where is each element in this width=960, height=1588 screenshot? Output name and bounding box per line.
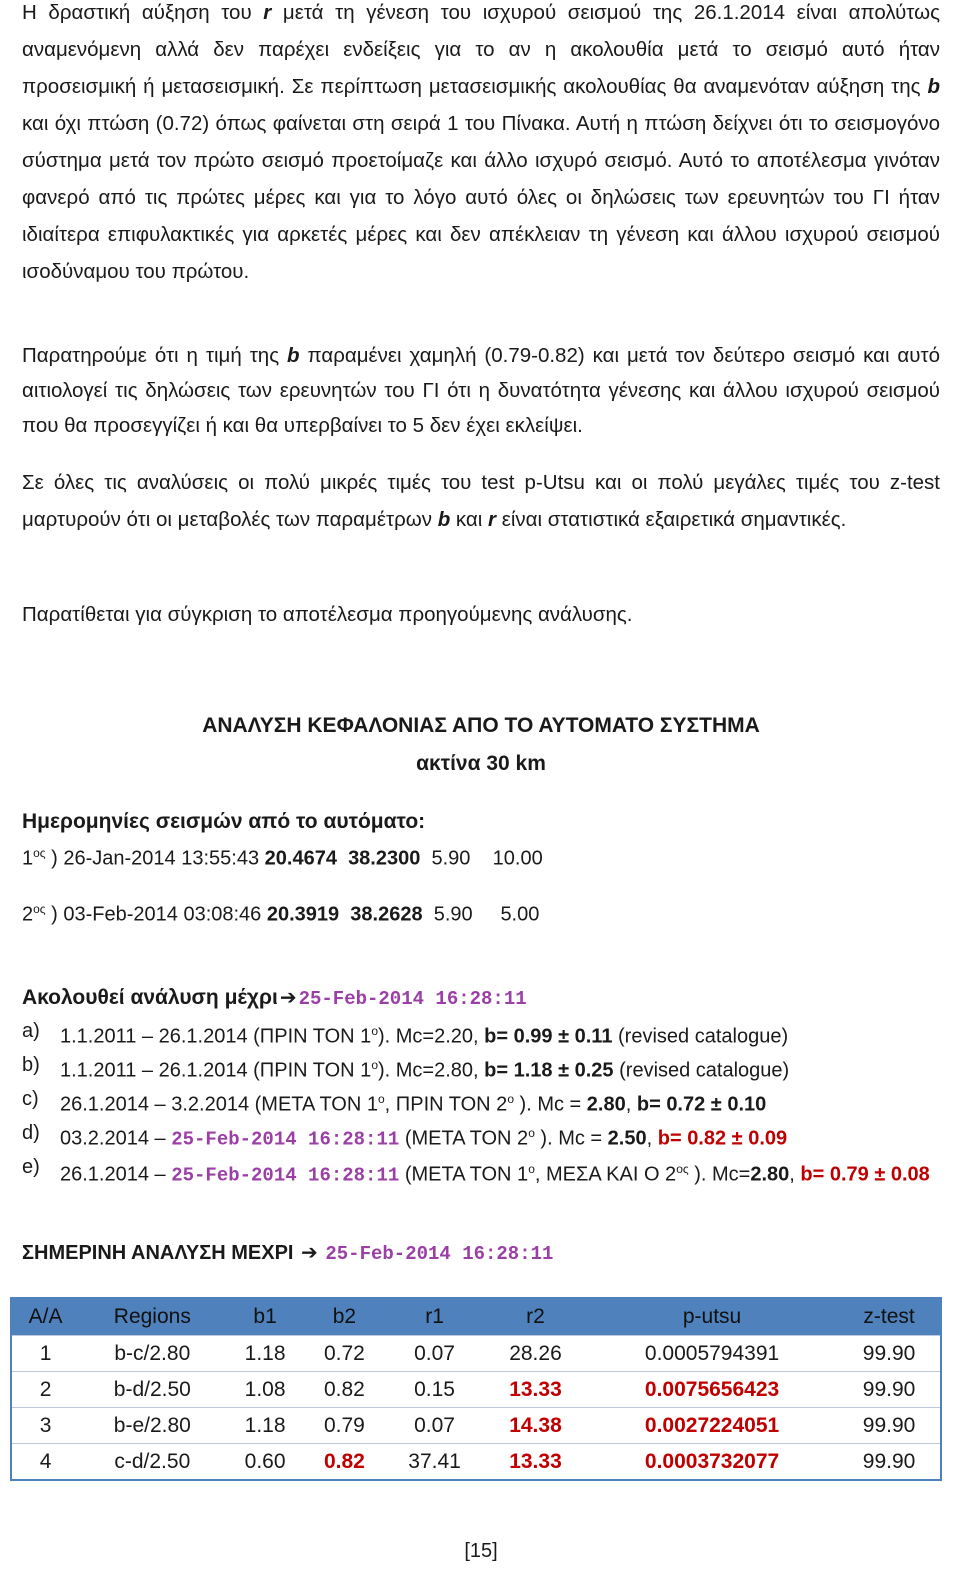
text-run: ). Mc= (688, 1163, 751, 1186)
text-run: , (646, 1127, 658, 1150)
text-run: ). Mc = (514, 1093, 587, 1116)
ordinal-suffix: ος (33, 846, 46, 860)
table-cell: 0.0003732077 (586, 1444, 838, 1481)
table-row (11, 1444, 941, 1481)
table-cell: 0.0027224051 (586, 1408, 838, 1444)
table-cell: b-c/2.80 (79, 1336, 225, 1372)
earthquake-1 (22, 846, 543, 871)
text-run: Σε όλες τις αναλύσεις οι πολύ μικρές τιμές του test p-Utsu και οι πολύ μεγάλες τιμές του z-test μαρτυρούν ότι οι μεταβολές των παραμέτρων (22, 471, 940, 531)
text-run: b= 0.79 ± 0.08 (800, 1163, 930, 1186)
text-run: (ΜΕΤΑ ΤΟΝ 2 (399, 1127, 529, 1150)
text-run: και (450, 508, 489, 531)
table-row (11, 1372, 941, 1408)
table-header-row (11, 1298, 941, 1336)
table-header-cell: b1 (225, 1298, 304, 1336)
text-run: 03.2.2014 – (60, 1127, 172, 1150)
earthquake-longitude: 20.4674 (264, 847, 337, 870)
table-cell: 1 (11, 1336, 79, 1372)
text-run: r (488, 508, 496, 531)
text-run: Παρατηρούμε ότι η τιμή της (22, 344, 288, 367)
text-run: ο (528, 1162, 535, 1176)
table-cell: 0.15 (384, 1372, 485, 1408)
table-cell: 14.38 (485, 1408, 586, 1444)
table-cell: b-e/2.80 (79, 1408, 225, 1444)
table-cell: 37.41 (384, 1444, 485, 1481)
text-run: 25-Feb-2014 16:28:11 (171, 1164, 400, 1187)
table-cell: 1.08 (225, 1372, 304, 1408)
table-header-cell: A/A (11, 1298, 79, 1336)
paragraph-4 (22, 596, 940, 633)
table-cell: 99.90 (838, 1372, 941, 1408)
text-run: 26.1.2014 – (60, 1163, 172, 1186)
ordinal-suffix: ος (33, 902, 46, 916)
text-run: b= 0.82 ± 0.09 (657, 1127, 788, 1150)
earthquake-latitude: 38.2628 (350, 903, 423, 926)
table-header-cell: p-utsu (586, 1298, 838, 1336)
table-cell: 0.82 (305, 1444, 384, 1481)
table-cell: 4 (11, 1444, 79, 1481)
earthquake-number: 2 (22, 903, 34, 926)
text-run: b (437, 508, 451, 531)
table-cell: 13.33 (485, 1444, 586, 1481)
today-analysis-date: 25-Feb-2014 16:28:11 (325, 1243, 554, 1265)
table-header-cell: Regions (79, 1298, 225, 1336)
text-run: ο (371, 1058, 378, 1072)
table-cell: 0.0075656423 (586, 1372, 838, 1408)
text-run: ο (507, 1092, 514, 1106)
table-cell: 0.60 (225, 1444, 304, 1481)
text-run: ). Mc = (534, 1127, 608, 1150)
text-run: ος (676, 1162, 689, 1176)
earthquake-magnitude: 5.90 (431, 847, 471, 870)
paragraph-2 (22, 338, 940, 443)
earthquake-datetime: ) 26-Jan-2014 13:55:43 (45, 847, 265, 870)
table-header-cell: z-test (838, 1298, 941, 1336)
earthquake-magnitude: 5.90 (433, 903, 473, 926)
text-run: 2.80 (586, 1093, 626, 1116)
arrow-right-icon: ➔ (279, 987, 297, 1009)
table-cell: 0.79 (305, 1408, 384, 1444)
text-run: 1.1.2011 – 26.1.2014 (ΠΡΙΝ ΤΟΝ 1 (60, 1059, 372, 1082)
table-body (11, 1336, 941, 1481)
text-run: παραμένει χαμηλή (0.79-0.82) και μετά τον δεύτερο σεισμό και αυτό αιτιολογεί τις δηλώσεις των ερευνητών του ΓΙ ότι η δυνατότητα γένεσης και άλλου ισχυρού σεισμού που θα προσεγγίζει ή και θα υπερβαίνει το 5 δεν έχει εκλείψει. (22, 344, 940, 437)
text-run: r (263, 1, 272, 24)
analysis-until-heading (22, 985, 527, 1010)
text-run: , ΠΡΙΝ ΤΟΝ 2 (384, 1093, 508, 1116)
text-run: 2.80 (750, 1163, 790, 1186)
text-run: , (789, 1163, 801, 1186)
table-cell: 3 (11, 1408, 79, 1444)
analysis-item: c) 26.1.2014 – 3.2.2014 (ΜΕΤΑ ΤΟΝ $1^o$, ΠΡΙΝ ΤΟΝ $2^o$ ). Mc = 2.80, b= 0.72 ± 0.10 (22, 1088, 767, 1116)
table-row (11, 1336, 941, 1372)
earthquake-number: 1 (22, 847, 34, 870)
text-run: μετά τη γένεση του ισχυρού σεισμού της 26.1.2014 είναι απολύτως αναμενόμενη αλλά δεν παρέχει ενδείξεις για το αν η ακολουθία μετά το σεισμό αυτό ήταν προσεισμική ή μετασεισμική. Σε περίπτωση μετασεισμικής ακολουθίας θα αναμενόταν αύξηση της (22, 1, 940, 98)
earthquake-depth: 5.00 (500, 903, 540, 926)
table-cell: c-d/2.50 (79, 1444, 225, 1481)
table-cell: 0.07 (384, 1336, 485, 1372)
section-title: ΑΝΑΛΥΣΗ ΚΕΦΑΛΟΝΙΑΣ ΑΠΟ ΤΟ ΑΥΤΟΜΑΤΟ ΣΥΣΤΗΜΑ (202, 714, 760, 737)
today-analysis-label: ΣΗΜΕΡΙΝΗ ΑΝΑΛΥΣΗ ΜΕΧΡΙ (22, 1242, 294, 1264)
table-header-cell: r1 (384, 1298, 485, 1336)
analysis-item: b) 1.1.2011 – 26.1.2014 (ΠΡΙΝ ΤΟΝ $1^o$). Mc=2.80, b= 1.18 ± 0.25 (revised catalogue) (22, 1054, 790, 1082)
text-run: 1.1.2011 – 26.1.2014 (ΠΡΙΝ ΤΟΝ 1 (60, 1025, 372, 1048)
arrow-right-icon: ➔ (301, 1242, 318, 1264)
text-run: b= 0.72 ± 0.10 (636, 1093, 767, 1116)
table-header-cell: b2 (305, 1298, 384, 1336)
paragraph-1 (22, 0, 940, 290)
text-run: b= 0.99 ± 0.11 (484, 1025, 613, 1048)
earthquake-datetime: ) 03-Feb-2014 03:08:46 (45, 903, 267, 926)
table-cell: 1.18 (225, 1336, 304, 1372)
text-run: b= 1.18 ± 0.25 (484, 1059, 614, 1082)
analysis-until-label: Ακολουθεί ανάλυση μέχρι (22, 986, 278, 1009)
section-subtitle: ακτίνα 30 km (416, 752, 546, 775)
text-run: b (927, 75, 940, 98)
table-cell: 0.72 (305, 1336, 384, 1372)
text-run: ο (528, 1126, 535, 1140)
text-run: 26.1.2014 – 3.2.2014 (ΜΕΤΑ ΤΟΝ 1 (60, 1093, 378, 1116)
earthquake-longitude: 20.3919 (266, 903, 340, 926)
analysis-until-date: 25-Feb-2014 16:28:11 (298, 988, 527, 1010)
earthquake-2 (22, 902, 539, 927)
text-run: 25-Feb-2014 16:28:11 (171, 1128, 400, 1151)
text-run: (revised catalogue) (612, 1025, 789, 1048)
table-cell: 28.26 (485, 1336, 586, 1372)
text-run: ). Mc=2.20, (378, 1025, 485, 1048)
text-run: είναι στατιστικά εξαιρετικά σημαντικές. (496, 508, 847, 531)
table-cell: 99.90 (838, 1336, 941, 1372)
results-table (10, 1297, 942, 1481)
table-cell: 13.33 (485, 1372, 586, 1408)
table-cell: 0.0005794391 (586, 1336, 838, 1372)
page-number: [15] (464, 1540, 498, 1562)
earthquake-depth: 10.00 (492, 847, 543, 870)
table-header-cell: r2 (485, 1298, 586, 1336)
text-run: , ΜΕΣΑ ΚΑΙ Ο 2 (534, 1163, 677, 1186)
analysis-item: e) 26.1.2014 – 25-Feb-2014 16:28:11 (ΜΕΤΑ ΤΟΝ $1^o$, ΜΕΣΑ ΚΑΙ Ο $2^{o\varsigma}$ ). Mc=2.80, b= 0.79 ± 0.08 (22, 1156, 930, 1187)
table-cell: 1.18 (225, 1408, 304, 1444)
text-run: , (625, 1093, 637, 1116)
text-run: ο (377, 1092, 385, 1106)
analysis-list (22, 1016, 940, 1220)
analysis-item: d) 03.2.2014 – 25-Feb-2014 16:28:11 (ΜΕΤΑ ΤΟΝ $2^o$ ). Mc = 2.50, b= 0.82 ± 0.09 (22, 1122, 788, 1151)
text-run: ο (371, 1024, 378, 1038)
text-run: (ΜΕΤΑ ΤΟΝ 1 (399, 1163, 529, 1186)
text-run: 2.50 (607, 1127, 647, 1150)
text-run: Η δραστική αύξηση του (22, 1, 264, 24)
earthquake-dates-heading: Ημερομηνίες σεισμών από το αυτόματο: (22, 810, 426, 833)
text-run: και όχι πτώση (0.72) όπως φαίνεται στη σειρά 1 του Πίνακα. Αυτή η πτώση δείχνει ότι το σεισμογόνο σύστημα μετά τον πρώτο σεισμό προετοίμαζε και άλλο ισχυρό σεισμό. Αυτό το αποτέλεσμα γινόταν φανερό από τις πρώτες μέρες και για το λόγο αυτό όλες οι δηλώσεις των ερευνητών του ΓΙ ήταν ιδιαίτερα επιφυλακτικές για αρκετές μέρες και δεν απέκλειαν τη γένεση και άλλου ισχυρού σεισμού ισοδύναμου του πρώτου. (22, 112, 940, 283)
text-run: ). Mc=2.80, (378, 1059, 485, 1082)
table-cell: 2 (11, 1372, 79, 1408)
table-cell: 99.90 (838, 1408, 941, 1444)
analysis-item: a) 1.1.2011 – 26.1.2014 (ΠΡΙΝ ΤΟΝ $1^o$). Mc=2.20, b= 0.99 ± 0.11 (revised catalogue) (22, 1020, 789, 1048)
table-cell: 0.82 (305, 1372, 384, 1408)
text-run: (revised catalogue) (613, 1059, 790, 1082)
today-analysis-heading (22, 1240, 553, 1265)
table-cell: b-d/2.50 (79, 1372, 225, 1408)
text-run: b (287, 344, 300, 367)
table-cell: 0.07 (384, 1408, 485, 1444)
paragraph-3 (22, 464, 940, 538)
text-run: Παρατίθεται για σύγκριση το αποτέλεσμα προηγούμενης ανάλυσης. (22, 603, 633, 626)
earthquake-latitude: 38.2300 (348, 847, 421, 870)
table-cell: 99.90 (838, 1444, 941, 1481)
table-row (11, 1408, 941, 1444)
